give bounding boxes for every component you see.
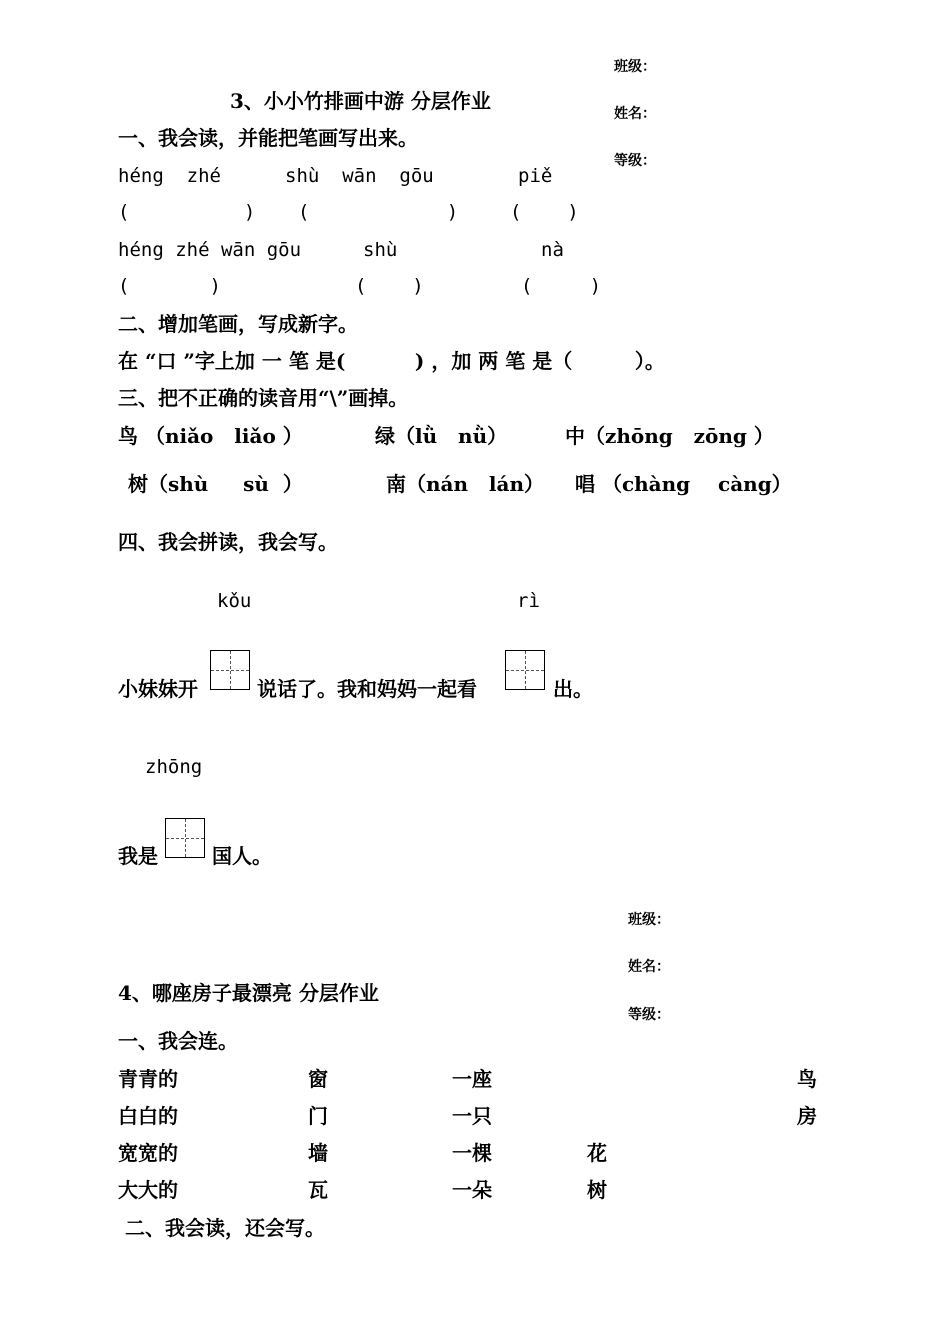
pronunciation-item[interactable]: 唱 （chàng càng） <box>575 472 792 496</box>
q3-heading: 三、把不正确的读音用“\”画掉。 <box>118 386 409 410</box>
match-noun[interactable]: 门 <box>308 1104 328 1128</box>
answer-blank[interactable]: ( ) <box>118 275 221 297</box>
lesson4-title: 4、哪座房子最漂亮 分层作业 <box>118 981 379 1005</box>
pronunciation-item[interactable]: 南（nán lán） <box>386 472 545 496</box>
pinyin-hint: zhōng <box>145 756 203 778</box>
sentence-text: 说话了。我和妈妈一起看 <box>257 677 477 701</box>
match-measure-word[interactable]: 一棵 <box>452 1141 492 1165</box>
class-label: 班级： <box>628 912 670 928</box>
sentence-text: 小妹妹开 <box>118 677 198 701</box>
stroke-pinyin: shù wān gōu <box>285 165 434 187</box>
match-measure-word[interactable]: 一座 <box>452 1067 492 1091</box>
stroke-pinyin: piě <box>518 165 553 187</box>
q2-line: 在 “口 ”字上加 一 笔 是( ) ，加 两 笔 是（ ）。 <box>118 349 665 373</box>
pinyin-hint: kǒu <box>217 590 252 612</box>
answer-blank[interactable]: ( ) <box>510 201 579 223</box>
pronunciation-item[interactable]: 鸟 （niǎo liǎo ） <box>118 424 303 448</box>
match-noun[interactable]: 瓦 <box>308 1178 328 1202</box>
pronunciation-item[interactable]: 绿（lǜ nǜ） <box>375 424 508 448</box>
pronunciation-item[interactable]: 中（zhōng zōng ） <box>565 424 774 448</box>
name-label: 姓名： <box>628 959 670 975</box>
answer-blank[interactable]: ( ) <box>118 201 256 223</box>
q4-heading: 四、我会拼读，我会写。 <box>118 530 338 554</box>
lesson3-title: 3、小小竹排画中游 分层作业 <box>230 89 491 113</box>
q2-heading: 二、我会读，还会写。 <box>118 1216 325 1240</box>
q1-heading: 一、我会连。 <box>118 1029 238 1053</box>
match-adjective[interactable]: 青青的 <box>118 1067 178 1091</box>
name-label: 姓名： <box>614 106 656 122</box>
answer-blank[interactable]: ( ) <box>521 275 602 297</box>
match-measure-word[interactable]: 一只 <box>452 1104 492 1128</box>
tian-grid-box[interactable] <box>505 650 545 690</box>
q1-heading: 一、我会读，并能把笔画写出来。 <box>118 126 418 150</box>
sentence-text: 我是 <box>118 844 158 868</box>
tian-grid-box[interactable] <box>165 818 205 858</box>
match-noun[interactable]: 墙 <box>308 1141 328 1165</box>
match-adjective[interactable]: 大大的 <box>118 1178 178 1202</box>
grade-label: 等级： <box>628 1007 670 1023</box>
stroke-pinyin: héng zhé wān gōu <box>118 239 302 261</box>
match-adjective[interactable]: 宽宽的 <box>118 1141 178 1165</box>
match-object[interactable]: 花 <box>587 1141 607 1165</box>
match-measure-word[interactable]: 一朵 <box>452 1178 492 1202</box>
answer-blank[interactable]: ( ) <box>355 275 424 297</box>
match-object[interactable]: 鸟 <box>797 1067 817 1091</box>
match-object[interactable]: 房 <box>797 1104 817 1128</box>
pronunciation-item[interactable]: 树（shù sù ） <box>128 472 303 496</box>
tian-grid-box[interactable] <box>210 650 250 690</box>
pinyin-hint: rì <box>517 590 540 612</box>
class-label: 班级： <box>614 59 656 75</box>
match-adjective[interactable]: 白白的 <box>118 1104 178 1128</box>
sentence-text: 国人。 <box>212 844 272 868</box>
match-noun[interactable]: 窗 <box>308 1067 328 1091</box>
match-object[interactable]: 树 <box>587 1178 607 1202</box>
stroke-pinyin: shù <box>363 239 398 261</box>
stroke-pinyin: héng zhé <box>118 165 221 187</box>
answer-blank[interactable]: ( ) <box>298 201 459 223</box>
q2-heading: 二、增加笔画，写成新字。 <box>118 312 358 336</box>
sentence-text: 出。 <box>553 677 593 701</box>
stroke-pinyin: nà <box>541 239 564 261</box>
grade-label: 等级： <box>614 153 656 169</box>
